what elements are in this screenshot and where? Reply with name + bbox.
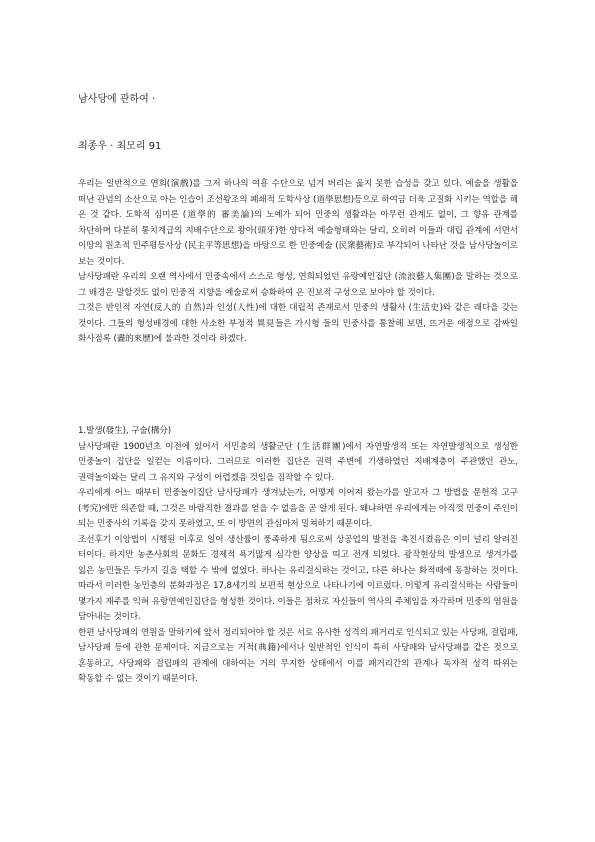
intro-paragraph-1: 우리는 일반적으로 연희(演戲)를 그저 하나의 여흥 수단으로 넘겨 버리는 옳지 못한 습성을 갖고 있다. 예술을 생활을 떠난 관념의 소산으로 아는 인습이 조선왕조의 폐쇄적 도학사상 (道學思想)등으로 하여금 더욱 고질화 시키는 역할을 해 온 것 같다. 도학적 심미론 (道學的 審美論)의 노예가 되어 민중의 생활과는 아무런 관계도 없이, 그 향유 관계를 차단하며 다분히 통치계급의 지배수단으로 왕아(頭牙)한 양다적 예술형태와는 달리, 오히려 이들과 대립 관계에 서면서 이땅의 원초적 민주평등사상 (民主平等思想)을 바탕으로 한 민중예술 (民衆藝術)로 부각되어 나타난 것을 남사당놀이로 보는 것이다.: [78, 179, 518, 267]
intro-paragraph-3: 그것은 반인적 자연(反人的 自然)과 인성(人性)에 대한 대립적 존재로서 민중의 생활사 (生活史)와 같은 래다을 갖는 것이다. 그들의 형성배경에 대한 사소한 부정적 異見들은 가시형 들의 민중사를 통찰해 보면, 뜨거운 애정으로 감싸일 화사점록 (畵的來歷)에 불과한 것이라 하겠다.: [78, 303, 518, 344]
section-paragraph-4: 한편 남사당패의 연원을 말하기에 앞서 정리되어야 할 것은 서로 유사한 성격의 패거리로 인식되고 있는 사당패, 걸립패, 남사당패 등에 관한 문제이다. 지금으로는 거적(典籍)에서나 일반적인 인식이 특히 사당패와 남사당패를 같은 것으로 혼동하고, 사당패와 걸립패의 관계에 대하여는 거의 무지한 상태에서 이를 패거리간의 관계나 독자적 성격 따위는 확동할 수 없는 것이기 때문이다.: [78, 627, 518, 684]
section-heading: 1.발생(發生), 구술(構分): [78, 426, 172, 436]
author-line: 최종우 · 최모리 91: [78, 141, 162, 152]
section-paragraph-1: 남사당패란 1900년초 이전에 있어서 서민층의 생활군단 (生活群團)에서 자연발생적 또는 자연발생적으로 생성한 민중놀이 집단을 일컫는 이름이다. 그러므로 이러한 집단은 권력 주변에 기생하였던 지배계층이 주관했던 관노, 권력놀이와는 달리 그 유지와 구성이 어렵겠음 것임을 짐작할 수 있다.: [78, 441, 518, 483]
section-paragraph-3: 조선후기 이앙법이 시행된 이후로 일어 생산률이 풍족하게 됨으로써 상공업의 발전을 촉진시켰음은 이미 널리 알려진 터이다. 하지만 농촌사회의 문화도 경제적 욕기많게 심각한 양상을 띠고 전개 되었다. 광작현상의 발생으로 생겨가를 잃은 농민들은 두가지 길을 택할 수 밖에 없었다. 하나는 유리걸식하는 것이고, 다른 하나는 화적떼에 동참하는 것이다. 따라서 이러한 농민층의 분화과정은 17,8세기의 보편적 현상으로 나타나기에 이르렀다. 이렇게 유리걸식하는 사람들이 몇가지 재주를 익혀 유랑연예인집단을 형성한 것이다. 이들은 점차로 자신들이 역사의 주체임을 자각하며 민중의 염원을 담아내는 것이다.: [78, 534, 518, 622]
intro-section: [78, 177, 518, 348]
section-origin: [78, 424, 518, 688]
section-paragraph-2: 우리에게 어느 때부터 민중놀이집단 남사당패가 생겨났는가, 어떻게 이어져 왔는가를 알고자 그 방법을 문헌적 고구(考究)에만 의존할 때, 그것은 바람직한 결과를 얻을 수 없음을 곧 알게 된다. 왜냐하면 우리에게는 아직껏 민중이 주인이 되는 민중사의 기록을 갖지 못하였고, 또 이 방면의 관심마저 밀쳐하기 때문이다.: [78, 488, 518, 529]
document-title: 남사당에 관하여 ·: [78, 94, 156, 105]
intro-paragraph-2: 남사당패란 우리의 오랜 역사에서 민중속에서 스스로 형성, 연희되었던 유랑예인집단 (流浪藝人集團)을 말하는 것으로 그 배경은 말할것도 없이 민중적 지향을 예술로써 승화하여 온 진보적 구성으로 보아야 할 것이다.: [78, 272, 518, 298]
